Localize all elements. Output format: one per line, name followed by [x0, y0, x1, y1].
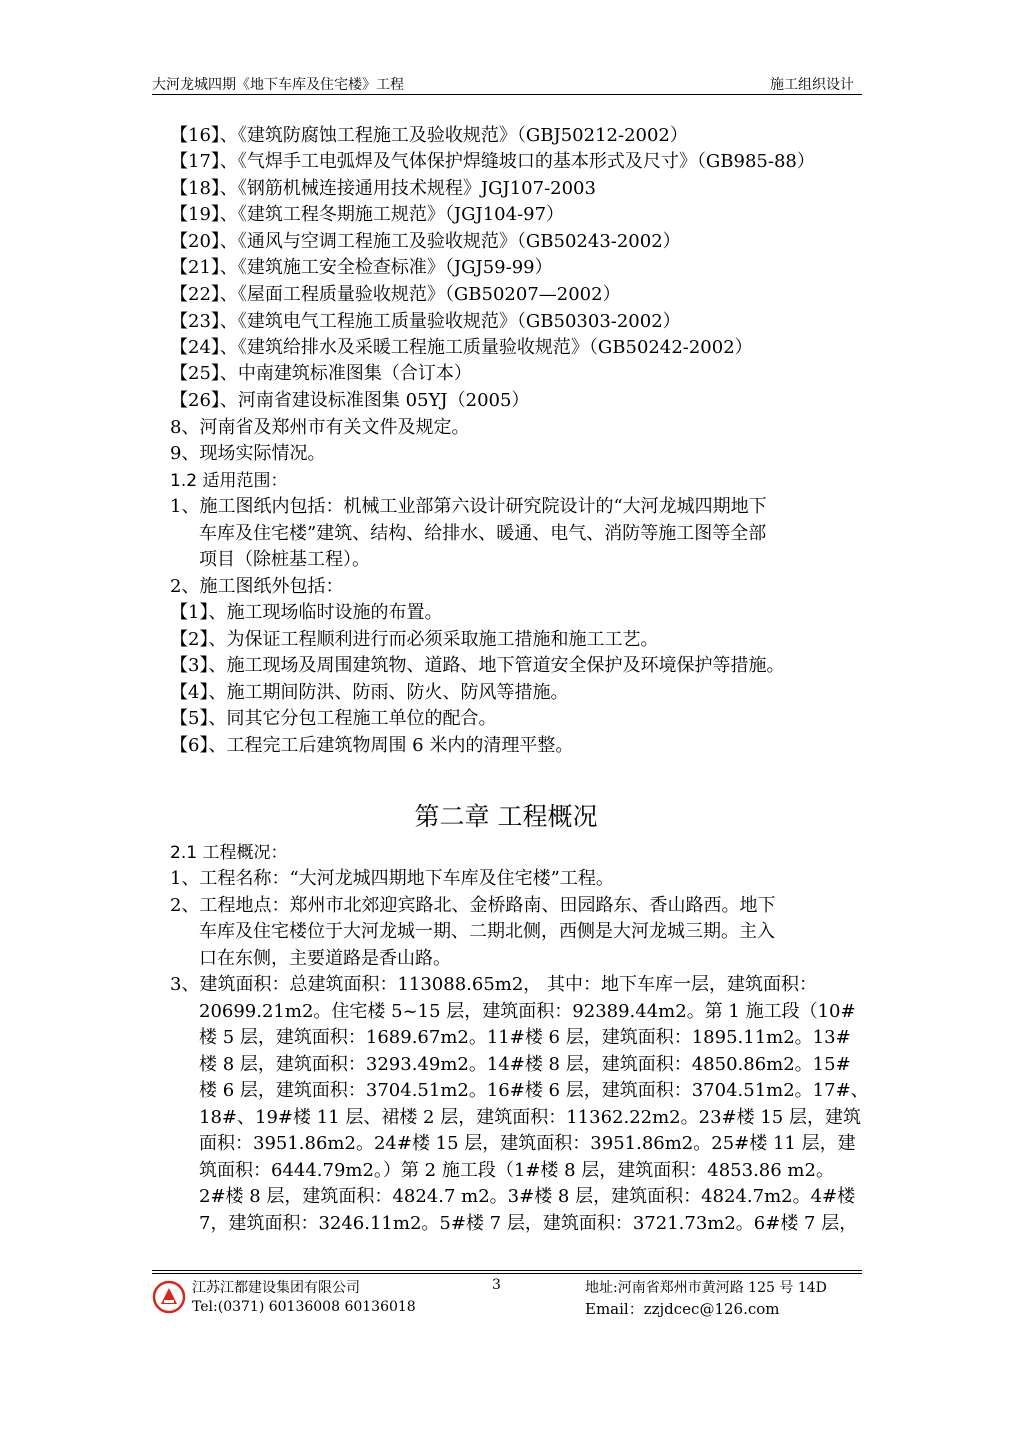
- overview-item-2-line: 2、工程地点：郑州市北郊迎宾路北、金桥路南、田园路东、香山路西。地下: [170, 895, 776, 916]
- footer-email: Email：zzjdcec@126.com: [585, 1300, 780, 1318]
- scope-subitem: 【6】、工程完工后建筑物周围 6 米内的清理平整。: [170, 735, 574, 756]
- reference-item: 【25】、中南建筑标准图集（合订本）: [170, 363, 472, 384]
- scope-item-1-line: 项目（除桩基工程）。: [199, 549, 370, 570]
- overview-item-3-line: 20699.21m2。住宅楼 5~15 层，建筑面积：92389.44m2。第 1 施工段（10#: [199, 1001, 856, 1022]
- overview-item-3-line: 楼 5 层，建筑面积：1689.67m2。11#楼 6 层，建筑面积：1895.11m2。13#: [199, 1027, 851, 1048]
- scope-subitem: 【5】、同其它分包工程施工单位的配合。: [170, 708, 497, 729]
- chapter-title: 第二章 工程概况: [414, 802, 598, 831]
- footer-divider: [152, 1273, 862, 1274]
- scope-subitem: 【2】、为保证工程顺利进行而必须采取施工措施和施工工艺。: [170, 629, 659, 650]
- overview-item-3-line: 18#、19#楼 11 层、裙楼 2 层，建筑面积：11362.22m2。23#楼 15 层，建筑: [199, 1107, 861, 1128]
- reference-item: 【23】、《建筑电气工程施工质量验收规范》（GB50303-2002）: [170, 311, 681, 332]
- overview-item-3-line: 楼 8 层，建筑面积：3293.49m2。14#楼 8 层，建筑面积：4850.86m2。15#: [199, 1054, 851, 1075]
- page-header: [152, 70, 862, 95]
- reference-item: 【17】、《气焊手工电弧焊及气体保护焊缝坡口的基本形式及尺寸》（GB985-88）: [170, 151, 815, 172]
- scope-item-1-line: 1、施工图纸内包括：机械工业部第六设计研究院设计的“大河龙城四期地下: [170, 496, 767, 517]
- section-heading-2-1: 2.1 工程概况：: [170, 843, 288, 863]
- reference-item: 【19】、《建筑工程冬期施工规范》（JGJ104-97）: [170, 204, 565, 225]
- reference-item: 【16】、《建筑防腐蚀工程施工及验收规范》（GBJ50212-2002）: [170, 125, 688, 146]
- basis-item-9: 9、现场实际情况。: [170, 443, 326, 464]
- footer-divider: [152, 1270, 862, 1271]
- reference-item: 【26】、河南省建设标准图集 05YJ（2005）: [170, 390, 530, 411]
- scope-subitem: 【1】、施工现场临时设施的布置。: [170, 602, 443, 623]
- overview-item-3-line: 面积：3951.86m2。24#楼 15 层，建筑面积：3951.86m2。25#楼 11 层，建: [199, 1133, 856, 1154]
- reference-item: 【24】、《建筑给排水及采暖工程施工质量验收规范》（GB50242-2002）: [170, 337, 753, 358]
- header-project-title: 大河龙城四期《地下车库及住宅楼》工程: [152, 77, 404, 93]
- footer-company-name: 江苏江都建设集团有限公司: [192, 1280, 360, 1296]
- footer-page-number: 3: [492, 1277, 501, 1293]
- scope-subitem: 【3】、施工现场及周围建筑物、道路、地下管道安全保护及环境保护等措施。: [170, 655, 785, 676]
- scope-item-2: 2、施工图纸外包括：: [170, 576, 344, 597]
- overview-item-3-line: 筑面积：6444.79m2。）第 2 施工段（1#楼 8 层，建筑面积：4853.86 m2。: [199, 1160, 834, 1181]
- section-heading-1-2: 1.2 适用范围：: [170, 471, 288, 491]
- overview-item-3-line: 2#楼 8 层，建筑面积：4824.7 m2。3#楼 8 层，建筑面积：4824.7m2。4#楼: [199, 1186, 856, 1207]
- overview-item-3-line: 楼 6 层，建筑面积：3704.51m2。16#楼 6 层，建筑面积：3704.51m2。17#、: [199, 1080, 869, 1101]
- basis-item-8: 8、河南省及郑州市有关文件及规定。: [170, 417, 470, 438]
- overview-item-3-line: 3、建筑面积：总建筑面积：113088.65m2， 其中：地下车库一层，建筑面积：: [170, 974, 818, 995]
- reference-item: 【20】、《通风与空调工程施工及验收规范》（GB50243-2002）: [170, 231, 681, 252]
- footer-telephone: Tel:(0371) 60136008 60136018: [192, 1299, 416, 1315]
- reference-item: 【18】、《钢筋机械连接通用技术规程》JGJ107-2003: [170, 178, 596, 199]
- overview-item-2-line: 口在东侧，主要道路是香山路。: [199, 948, 451, 969]
- scope-item-1-line: 车库及住宅楼”建筑、结构、给排水、暖通、电气、消防等施工图等全部: [199, 523, 767, 544]
- company-logo-icon: [152, 1280, 186, 1314]
- scope-subitem: 【4】、施工期间防洪、防雨、防火、防风等措施。: [170, 682, 569, 703]
- overview-item-2-line: 车库及住宅楼位于大河龙城一期、二期北侧，西侧是大河龙城三期。主入: [199, 921, 775, 942]
- footer-address: 地址:河南省郑州市黄河路 125 号 14D: [585, 1280, 827, 1296]
- reference-item: 【21】、《建筑施工安全检查标准》（JGJ59-99）: [170, 257, 553, 278]
- overview-item-1: 1、工程名称：“大河龙城四期地下车库及住宅楼”工程。: [170, 868, 614, 889]
- reference-item: 【22】、《屋面工程质量验收规范》（GB50207—2002）: [170, 284, 621, 305]
- header-doc-type: 施工组织设计: [770, 77, 854, 93]
- overview-item-3-line: 7，建筑面积：3246.11m2。5#楼 7 层，建筑面积：3721.73m2。6#楼 7 层，: [199, 1213, 858, 1234]
